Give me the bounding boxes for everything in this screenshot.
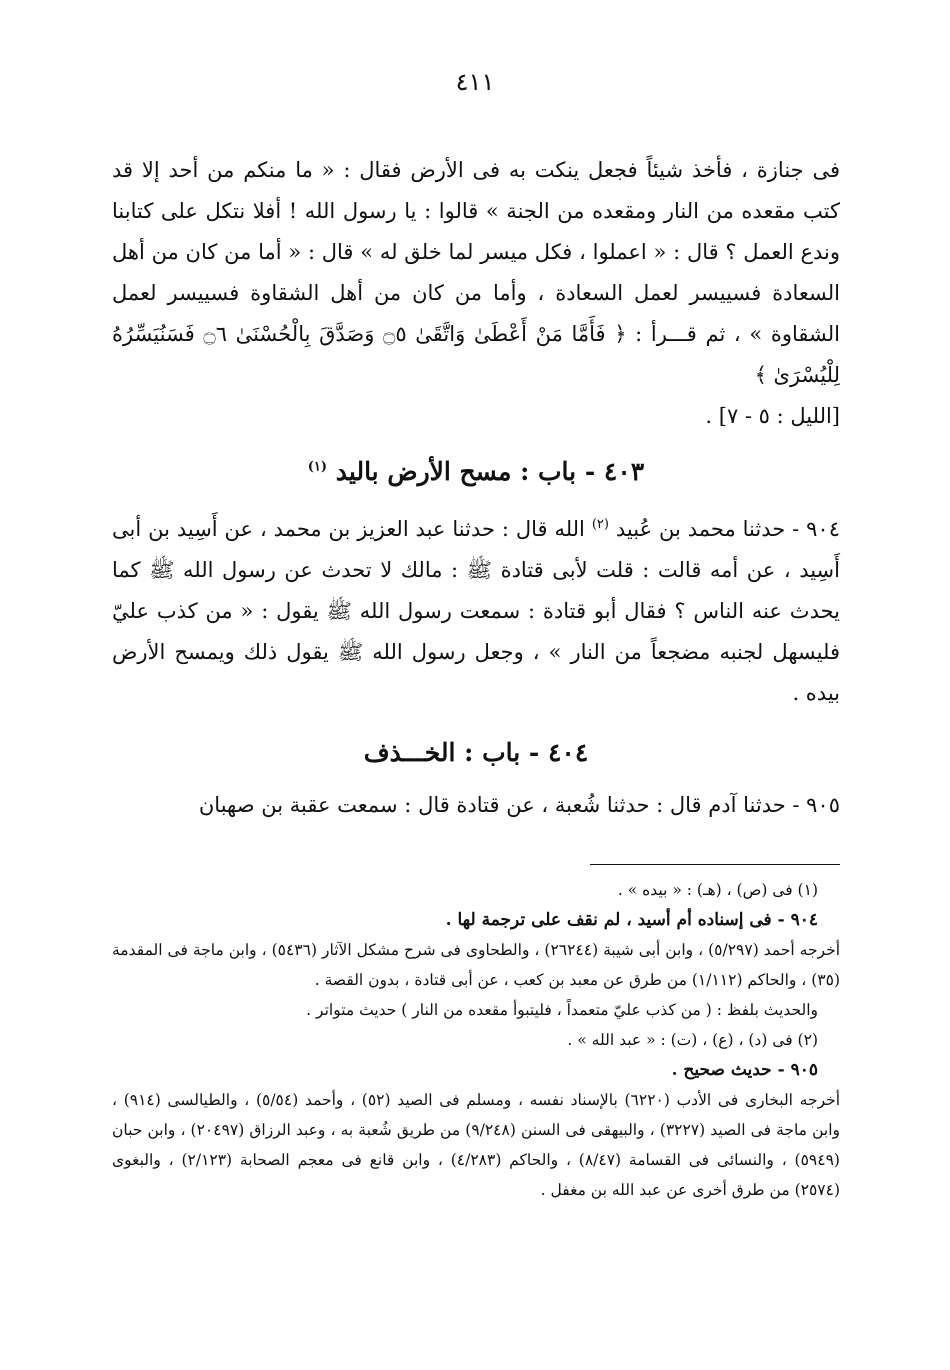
footnote-marker: (٢): [591, 517, 609, 532]
footnote-hadith-905-grade: ٩٠٥ - حديث صحيح .: [671, 1060, 818, 1080]
paragraph-text: فى جنازة ، فأخذ شيئاً فجعل ينكت به فى الأرض فقال : « ما منكم من أحد إلا قد كتب مقعده من النار ومقعده من الجنة » قالوا : يا رسول الله ! أفلا نتكل على كتابنا وندع العمل ؟ قال : « اعملوا ، فكل ميسر لما خلق له » قال : « أما من كان من أهل السعادة فسييسر لعمل السعادة ، وأما من كان من أهل الشقاوة فسييسر لعمل الشقاوة » ، ثم قـــرأ : ﴿ فَأَمَّا مَنْ أَعْطَىٰ وَاتَّقَىٰ ۝٥ وَصَدَّقَ بِالْحُسْنَىٰ ۝٦ فَسَنُيَسِّرُهُ لِلْيُسْرَىٰ ﴾: [112, 158, 840, 387]
chapter-heading-404: ٤٠٤ - باب : الخـــذف: [363, 738, 589, 767]
footnote-divider: [590, 864, 840, 865]
hadith-903-continuation: [112, 150, 840, 437]
hadith-904-rest: الله قال : حدثنا عبد العزيز بن محمد ، عن أَسِيد بن أبى أَسِيد ، عن أمه قالت : قلت لأبى قتادة ﷺ : مالك لا تحدث عن رسول الله ﷺ كما يحدث عنه الناس ؟ فقال أبو قتادة : سمعت رسول الله ﷺ يقول : « من كذب عليّ فليسهل لجنبه مضجعاً من النار » ، وجعل رسول الله ﷺ يقول ذلك ويمسح الأرض بيده .: [112, 517, 840, 705]
hadith-904: [112, 504, 840, 714]
quran-reference: [الليل : ٥ - ٧] .: [705, 404, 840, 428]
page-content: [112, 150, 840, 1205]
hadith-904-start: ٩٠٤ - حدثنا محمد بن عُبيد: [615, 517, 840, 541]
footnote-2: (٢) فى (د) ، (ع) ، (ت) : « عبد الله » .: [567, 1031, 818, 1049]
chapter-heading-403: [112, 457, 840, 486]
footnote-hadith-904-sources: أخرجه أحمد (٥/٢٩٧) ، وابن أبى شيبة (٢٦٢٤٤) ، والطحاوى فى شرح مشكل الآثار (٥٤٣٦) ، وابن ماجة فى المقدمة (٣٥) ، والحاكم (١/١١٢) من طرق عن معبد بن كعب ، عن أبى قتادة ، بدون القصة .: [112, 941, 841, 989]
footnotes: [112, 875, 840, 1205]
hadith-905: ٩٠٥ - حدثنا آدم قال : حدثنا شُعبة ، عن قتادة قال : سمعت عقبة بن صهبان: [198, 793, 840, 817]
footnote-hadith-904-grade: ٩٠٤ - فى إسناده أم أسيد ، لم نقف على ترجمة لها .: [445, 910, 818, 930]
footnote-1: (١) فى (ص) ، (هـ) : « بيده » .: [617, 881, 818, 899]
footnote-marker: (١): [307, 459, 328, 475]
page-number: ٤١١: [455, 68, 495, 96]
footnote-hadith-904-note: والحديث بلفظ : ( من كذب عليّ متعمداً ، فليتبوأ مقعده من النار ) حديث متواتر .: [306, 1001, 818, 1019]
footnote-hadith-905-sources: أخرجه البخارى فى الأدب (٦٢٢٠) بالإسناد نفسه ، ومسلم فى الصيد (٥٢) ، وأحمد (٥/٥٤) ، والطيالسى (٩١٤) ، وابن ماجة فى الصيد (٣٢٢٧) ، والبيهقى فى السنن (٩/٢٤٨) من طريق شُعبة به ، وعبد الرزاق (٢٠٤٩٧) ، وابن حبان (٥٩٤٩) ، والنسائى فى القسامة (٨/٤٧) ، والحاكم (٤/٢٨٣) ، وابن قانع فى معجم الصحابة (٢/١٢٣) ، والبغوى (٢٥٧٤) من طرق أخرى عن عبد الله بن مغفل .: [112, 1091, 841, 1199]
chapter-heading-text: ٤٠٣ - باب : مسح الأرض باليد: [335, 457, 645, 486]
